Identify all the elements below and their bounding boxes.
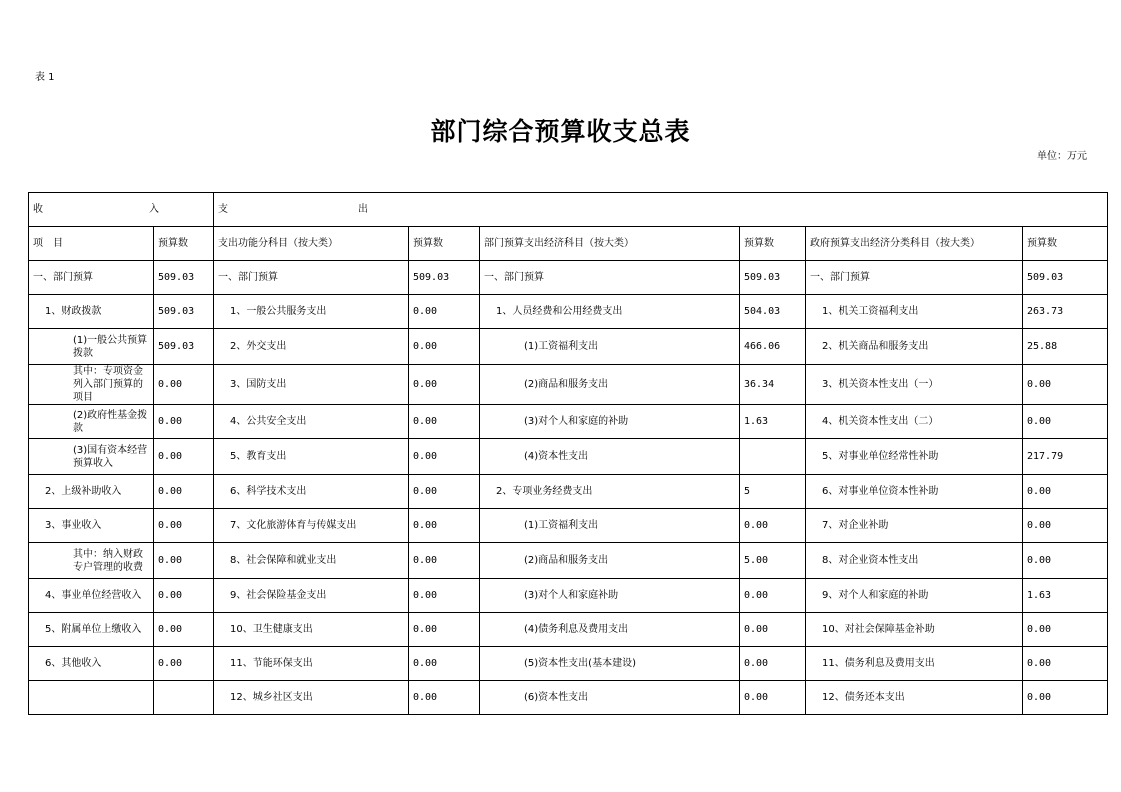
table-number: 表 1 xyxy=(35,72,55,83)
dept-econ-budget-cell: 5.00 xyxy=(740,543,806,579)
income-section-header xyxy=(29,193,214,227)
dept-econ-item-cell: (2)商品和服务支出 xyxy=(480,365,740,405)
function-budget-cell: 0.00 xyxy=(409,543,480,579)
income-item-cell xyxy=(29,681,154,715)
table-row xyxy=(29,329,1108,365)
col-header-budget-3: 预算数 xyxy=(740,227,806,261)
table-row xyxy=(29,647,1108,681)
income-char-1: 收 xyxy=(33,204,43,215)
dept-econ-item-cell: 2、专项业务经费支出 xyxy=(480,475,740,509)
gov-econ-item-cell: 10、对社会保障基金补助 xyxy=(806,613,1023,647)
income-item-cell: 2、上级补助收入 xyxy=(29,475,154,509)
dept-econ-item-cell: (5)资本性支出(基本建设) xyxy=(480,647,740,681)
gov-econ-budget-cell: 0.00 xyxy=(1023,647,1108,681)
function-budget-cell: 0.00 xyxy=(409,365,480,405)
table-row xyxy=(29,579,1108,613)
gov-econ-budget-cell: 217.79 xyxy=(1023,439,1108,475)
function-budget-cell: 0.00 xyxy=(409,613,480,647)
table-row xyxy=(29,475,1108,509)
function-item-cell: 2、外交支出 xyxy=(214,329,409,365)
column-header-row xyxy=(29,227,1108,261)
dept-econ-item-cell: (4)债务利息及费用支出 xyxy=(480,613,740,647)
income-item-cell: (3)国有资本经营预算收入 xyxy=(29,439,154,475)
function-budget-cell: 0.00 xyxy=(409,439,480,475)
income-budget-cell xyxy=(154,681,214,715)
table-row xyxy=(29,681,1108,715)
dept-econ-item-cell: (6)资本性支出 xyxy=(480,681,740,715)
gov-econ-budget-cell: 0.00 xyxy=(1023,475,1108,509)
function-item-cell: 8、社会保障和就业支出 xyxy=(214,543,409,579)
function-budget-cell: 0.00 xyxy=(409,509,480,543)
income-item-cell: (1)一般公共预算拨款 xyxy=(29,329,154,365)
table-row xyxy=(29,543,1108,579)
dept-econ-item-cell: (2)商品和服务支出 xyxy=(480,543,740,579)
income-budget-cell: 0.00 xyxy=(154,543,214,579)
income-budget-cell: 0.00 xyxy=(154,439,214,475)
gov-econ-item-cell: 7、对企业补助 xyxy=(806,509,1023,543)
dept-econ-item-cell: (4)资本性支出 xyxy=(480,439,740,475)
income-budget-cell: 0.00 xyxy=(154,365,214,405)
unit-label: 单位：万元 xyxy=(1037,151,1087,162)
gov-econ-item-cell: 6、对事业单位资本性补助 xyxy=(806,475,1023,509)
dept-econ-item-cell: 1、人员经费和公用经费支出 xyxy=(480,295,740,329)
col-header-gov-econ: 政府预算支出经济分类科目（按大类） xyxy=(806,227,1023,261)
table-row xyxy=(29,261,1108,295)
gov-econ-item-cell: 1、机关工资福利支出 xyxy=(806,295,1023,329)
income-item-cell: 其中：专项资金列入部门预算的项目 xyxy=(29,365,154,405)
function-budget-cell: 0.00 xyxy=(409,405,480,439)
dept-econ-item-cell: (3)对个人和家庭补助 xyxy=(480,579,740,613)
col-header-budget-2: 预算数 xyxy=(409,227,480,261)
dept-econ-item-cell: (3)对个人和家庭的补助 xyxy=(480,405,740,439)
gov-econ-item-cell: 9、对个人和家庭的补助 xyxy=(806,579,1023,613)
income-item-cell: 5、附属单位上缴收入 xyxy=(29,613,154,647)
dept-econ-budget-cell xyxy=(740,439,806,475)
function-item-cell: 10、卫生健康支出 xyxy=(214,613,409,647)
gov-econ-item-cell: 一、部门预算 xyxy=(806,261,1023,295)
table-row xyxy=(29,295,1108,329)
income-item-cell: 1、财政拨款 xyxy=(29,295,154,329)
dept-econ-budget-cell: 504.03 xyxy=(740,295,806,329)
col-header-dept-econ: 部门预算支出经济科目（按大类） xyxy=(480,227,740,261)
gov-econ-item-cell: 3、机关资本性支出（一） xyxy=(806,365,1023,405)
table-row xyxy=(29,439,1108,475)
income-item-cell: (2)政府性基金拨款 xyxy=(29,405,154,439)
income-budget-cell: 0.00 xyxy=(154,475,214,509)
gov-econ-budget-cell: 25.88 xyxy=(1023,329,1108,365)
dept-econ-item-cell: (1)工资福利支出 xyxy=(480,329,740,365)
col-header-item: 项 目 xyxy=(29,227,154,261)
function-item-cell: 6、科学技术支出 xyxy=(214,475,409,509)
table-row xyxy=(29,365,1108,405)
expense-section-header xyxy=(214,193,1108,227)
page-title: 部门综合预算收支总表 xyxy=(430,117,691,146)
income-budget-cell: 0.00 xyxy=(154,579,214,613)
income-char-2: 入 xyxy=(149,204,159,215)
gov-econ-budget-cell: 0.00 xyxy=(1023,613,1108,647)
col-header-budget-1: 预算数 xyxy=(154,227,214,261)
income-budget-cell: 0.00 xyxy=(154,405,214,439)
dept-econ-budget-cell: 36.34 xyxy=(740,365,806,405)
dept-econ-budget-cell: 466.06 xyxy=(740,329,806,365)
function-item-cell: 一、部门预算 xyxy=(214,261,409,295)
income-budget-cell: 0.00 xyxy=(154,509,214,543)
dept-econ-budget-cell: 5 xyxy=(740,475,806,509)
function-budget-cell: 0.00 xyxy=(409,647,480,681)
dept-econ-item-cell: 一、部门预算 xyxy=(480,261,740,295)
income-budget-cell: 509.03 xyxy=(154,261,214,295)
gov-econ-item-cell: 4、机关资本性支出（二） xyxy=(806,405,1023,439)
col-header-budget-4: 预算数 xyxy=(1023,227,1108,261)
income-item-cell: 6、其他收入 xyxy=(29,647,154,681)
dept-econ-budget-cell: 0.00 xyxy=(740,647,806,681)
table-row xyxy=(29,405,1108,439)
function-budget-cell: 0.00 xyxy=(409,579,480,613)
col-header-function: 支出功能分科目（按大类） xyxy=(214,227,409,261)
dept-econ-budget-cell: 1.63 xyxy=(740,405,806,439)
gov-econ-item-cell: 12、债务还本支出 xyxy=(806,681,1023,715)
gov-econ-item-cell: 5、对事业单位经常性补助 xyxy=(806,439,1023,475)
gov-econ-budget-cell: 1.63 xyxy=(1023,579,1108,613)
income-budget-cell: 509.03 xyxy=(154,329,214,365)
table-row xyxy=(29,509,1108,543)
gov-econ-item-cell: 2、机关商品和服务支出 xyxy=(806,329,1023,365)
income-item-cell: 3、事业收入 xyxy=(29,509,154,543)
function-budget-cell: 509.03 xyxy=(409,261,480,295)
dept-econ-budget-cell: 0.00 xyxy=(740,579,806,613)
function-item-cell: 7、文化旅游体育与传媒支出 xyxy=(214,509,409,543)
table-row xyxy=(29,613,1108,647)
function-item-cell: 3、国防支出 xyxy=(214,365,409,405)
section-header-row xyxy=(29,193,1108,227)
gov-econ-budget-cell: 263.73 xyxy=(1023,295,1108,329)
function-item-cell: 1、一般公共服务支出 xyxy=(214,295,409,329)
gov-econ-budget-cell: 0.00 xyxy=(1023,509,1108,543)
income-budget-cell: 509.03 xyxy=(154,295,214,329)
expense-char-1: 支 xyxy=(218,204,228,215)
dept-econ-budget-cell: 0.00 xyxy=(740,509,806,543)
gov-econ-item-cell: 8、对企业资本性支出 xyxy=(806,543,1023,579)
dept-econ-item-cell: (1)工资福利支出 xyxy=(480,509,740,543)
function-item-cell: 9、社会保险基金支出 xyxy=(214,579,409,613)
income-budget-cell: 0.00 xyxy=(154,647,214,681)
function-item-cell: 12、城乡社区支出 xyxy=(214,681,409,715)
income-item-cell: 4、事业单位经营收入 xyxy=(29,579,154,613)
budget-summary-table xyxy=(28,192,1108,715)
dept-econ-budget-cell: 0.00 xyxy=(740,613,806,647)
gov-econ-budget-cell: 0.00 xyxy=(1023,681,1108,715)
function-item-cell: 5、教育支出 xyxy=(214,439,409,475)
gov-econ-budget-cell: 0.00 xyxy=(1023,405,1108,439)
gov-econ-budget-cell: 509.03 xyxy=(1023,261,1108,295)
function-item-cell: 11、节能环保支出 xyxy=(214,647,409,681)
income-budget-cell: 0.00 xyxy=(154,613,214,647)
dept-econ-budget-cell: 0.00 xyxy=(740,681,806,715)
function-budget-cell: 0.00 xyxy=(409,295,480,329)
income-item-cell: 其中：纳入财政专户管理的收费 xyxy=(29,543,154,579)
function-budget-cell: 0.00 xyxy=(409,329,480,365)
gov-econ-budget-cell: 0.00 xyxy=(1023,543,1108,579)
expense-char-2: 出 xyxy=(358,204,368,215)
dept-econ-budget-cell: 509.03 xyxy=(740,261,806,295)
function-item-cell: 4、公共安全支出 xyxy=(214,405,409,439)
gov-econ-budget-cell: 0.00 xyxy=(1023,365,1108,405)
function-budget-cell: 0.00 xyxy=(409,681,480,715)
income-item-cell: 一、部门预算 xyxy=(29,261,154,295)
function-budget-cell: 0.00 xyxy=(409,475,480,509)
gov-econ-item-cell: 11、债务利息及费用支出 xyxy=(806,647,1023,681)
